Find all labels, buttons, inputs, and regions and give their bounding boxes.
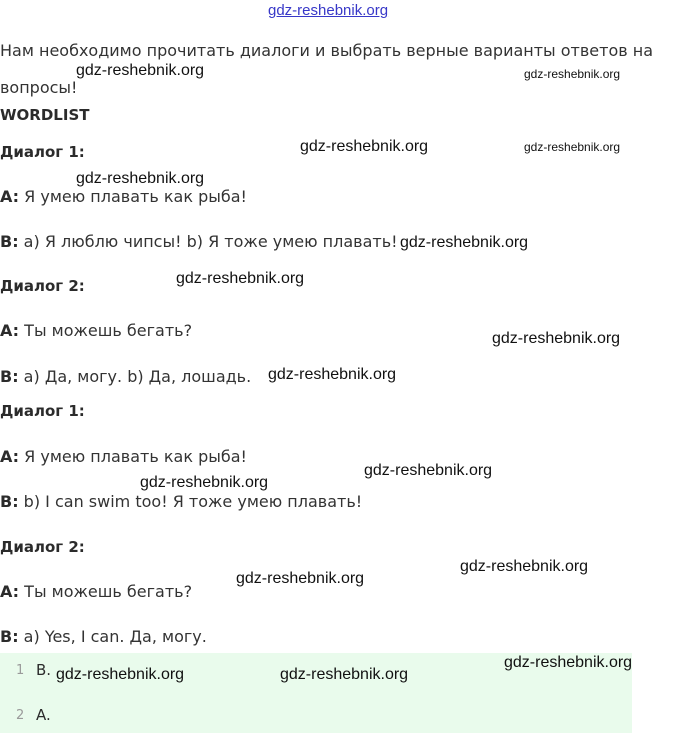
watermark: gdz-reshebnik.org: [460, 558, 589, 575]
dialog-1-line-a: [0, 187, 247, 206]
dialog-line-text: a) Да, могу. b) Да, лошадь.: [18, 367, 252, 386]
wordlist-heading: WORDLIST: [0, 106, 90, 124]
watermark: gdz-reshebnik.org: [524, 67, 621, 81]
dialog-1-answer-line-b: [0, 492, 362, 511]
speaker-label: A:: [0, 447, 20, 466]
speaker-label: B:: [0, 367, 19, 386]
dialog-1-answer-line-a: [0, 447, 247, 466]
speaker-label: A:: [0, 187, 20, 206]
dialog-line-text: Я умею плавать как рыба!: [19, 187, 247, 206]
dialog-1-line-b: [0, 232, 398, 251]
dialog-line-text: Ты можешь бегать?: [19, 321, 193, 340]
intro-text: Нам необходимо прочитать диалоги и выбрать верные варианты ответов на вопросы!: [0, 41, 654, 97]
watermark: gdz-reshebnik.org: [492, 330, 621, 347]
dialog-line-text: b) I can swim too! Я тоже умею плавать!: [18, 492, 363, 511]
dialog-line-text: a) Я люблю чипсы! b) Я тоже умею плавать!: [18, 232, 398, 251]
watermark: gdz-reshebnik.org: [76, 170, 205, 187]
answer-text: B.: [36, 661, 52, 679]
dialog-2-line-b: [0, 367, 251, 386]
watermark: gdz-reshebnik.org: [300, 138, 429, 155]
watermark: gdz-reshebnik.org: [400, 234, 529, 251]
dialog-line-text: Я умею плавать как рыба!: [19, 447, 247, 466]
speaker-label: A:: [0, 321, 20, 340]
dialog-1-title: Диалог 1:: [0, 143, 85, 161]
dialog-line-text: Ты можешь бегать?: [19, 582, 193, 601]
watermark: gdz-reshebnik.org: [364, 462, 493, 479]
watermark: gdz-reshebnik.org: [268, 366, 397, 383]
site-link[interactable]: gdz-reshebnik.org: [268, 2, 389, 19]
dialog-2-answer-title: Диалог 2:: [0, 538, 85, 556]
speaker-label: B:: [0, 492, 19, 511]
speaker-label: B:: [0, 232, 19, 251]
watermark: gdz-reshebnik.org: [504, 654, 633, 671]
watermark: gdz-reshebnik.org: [176, 270, 305, 287]
watermark: gdz-reshebnik.org: [280, 666, 409, 683]
watermark: gdz-reshebnik.org: [56, 666, 185, 683]
speaker-label: B:: [0, 627, 19, 646]
answer-number: 2: [16, 708, 25, 723]
dialog-2-line-a: [0, 321, 192, 340]
dialog-line-text: a) Yes, I can. Да, могу.: [18, 627, 207, 646]
watermark: gdz-reshebnik.org: [140, 474, 269, 491]
answer-text: A.: [36, 706, 51, 724]
dialog-2-answer-line-b: [0, 627, 207, 646]
dialog-1-answer-title: Диалог 1:: [0, 402, 85, 420]
watermark: gdz-reshebnik.org: [76, 62, 205, 79]
dialog-2-title: Диалог 2:: [0, 277, 85, 295]
dialog-2-answer-line-a: [0, 582, 192, 601]
watermark: gdz-reshebnik.org: [524, 140, 621, 154]
watermark: gdz-reshebnik.org: [236, 570, 365, 587]
speaker-label: A:: [0, 582, 20, 601]
answer-number: 1: [16, 663, 25, 678]
